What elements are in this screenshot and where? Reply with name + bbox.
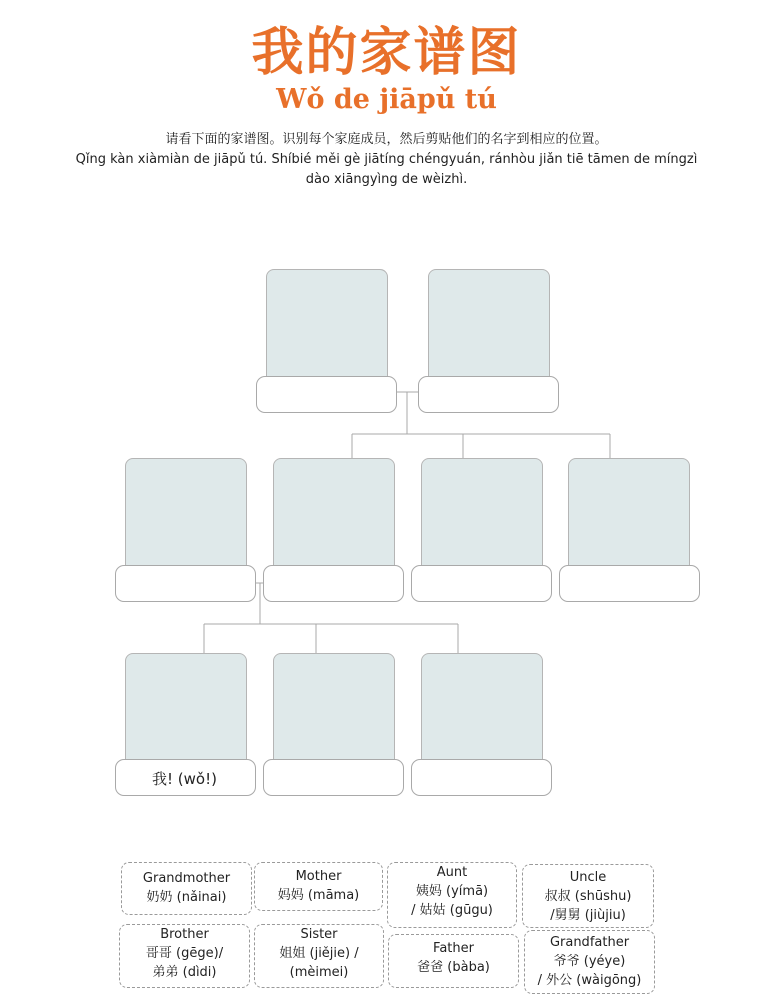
name-slot-aunt-uncle-1[interactable] xyxy=(411,565,552,602)
name-slot-me: 我! (wǒ!) xyxy=(115,759,256,796)
card-label-alt: (mèimei) xyxy=(289,965,349,980)
card-grandfather[interactable] xyxy=(524,930,655,994)
card-mother[interactable] xyxy=(254,862,383,911)
card-label-alt: 弟弟 (dìdi) xyxy=(152,965,217,980)
card-label-alt: / 姑姑 (gūgu) xyxy=(411,903,493,918)
name-slot-grandparent-1[interactable] xyxy=(256,376,397,413)
card-father[interactable] xyxy=(388,934,519,988)
card-label-en: Uncle xyxy=(569,870,607,885)
instructions-pinyin-line1: Qǐng kàn xiàmiàn de jiāpǔ tú. Shíbié měi gè jiātíng chéngyuán, ránhòu jiǎn tiē tāmen de míngzì xyxy=(75,152,698,167)
card-label-en: Aunt xyxy=(436,865,468,880)
card-label-en: Father xyxy=(433,941,474,956)
card-label-alt: / 外公 (wàigōng) xyxy=(537,973,642,988)
name-slot-parent-2[interactable] xyxy=(263,565,404,602)
photo-slot-grandparent-2[interactable] xyxy=(428,269,550,387)
name-slot-sibling-1[interactable] xyxy=(263,759,404,796)
card-label-alt: /舅舅 (jiùjiu) xyxy=(550,908,626,923)
photo-slot-parent-2[interactable] xyxy=(273,458,395,576)
photo-slot-grandparent-1[interactable] xyxy=(266,269,388,387)
photo-slot-aunt-uncle-2[interactable] xyxy=(568,458,690,576)
card-grandmother[interactable] xyxy=(121,862,252,915)
card-sister[interactable] xyxy=(254,924,384,988)
card-label-zh: 爷爷 (yéye) xyxy=(553,954,626,969)
card-uncle[interactable] xyxy=(522,864,654,928)
photo-slot-sibling-1[interactable] xyxy=(273,653,395,771)
page-subtitle-pinyin: Wǒ de jiāpǔ tú xyxy=(276,84,497,115)
card-label-zh: 姨妈 (yímā) xyxy=(415,884,489,899)
card-label-en: Sister xyxy=(300,927,338,942)
card-label-zh: 爸爸 (bàba) xyxy=(417,960,490,975)
name-slot-parent-1[interactable] xyxy=(115,565,256,602)
photo-slot-me[interactable] xyxy=(125,653,247,771)
card-label-en: Grandmother xyxy=(142,871,231,886)
name-slot-sibling-2[interactable] xyxy=(411,759,552,796)
photo-slot-aunt-uncle-1[interactable] xyxy=(421,458,543,576)
name-slot-aunt-uncle-2[interactable] xyxy=(559,565,700,602)
card-label-zh: 姐姐 (jiějie) / xyxy=(279,946,359,961)
photo-slot-parent-1[interactable] xyxy=(125,458,247,576)
card-label-en: Mother xyxy=(295,869,342,884)
card-label-en: Grandfather xyxy=(549,935,630,950)
card-label-zh: 奶奶 (nǎinai) xyxy=(146,890,227,905)
page-title: 我的家谱图 xyxy=(251,23,522,83)
card-label-zh: 妈妈 (māma) xyxy=(277,888,360,903)
instructions-pinyin-line2: dào xiāngyìng de wèizhì. xyxy=(305,172,468,187)
card-label-en: Brother xyxy=(160,927,209,942)
photo-slot-sibling-2[interactable] xyxy=(421,653,543,771)
instructions-chinese: 请看下面的家谱图。识别每个家庭成员，然后剪贴他们的名字到相应的位置。 xyxy=(165,132,608,147)
card-brother[interactable] xyxy=(119,924,250,988)
card-aunt[interactable] xyxy=(387,862,517,928)
card-label-zh: 叔叔 (shūshu) xyxy=(544,889,632,904)
card-label-zh: 哥哥 (gēge)/ xyxy=(145,946,224,961)
name-slot-grandparent-2[interactable] xyxy=(418,376,559,413)
